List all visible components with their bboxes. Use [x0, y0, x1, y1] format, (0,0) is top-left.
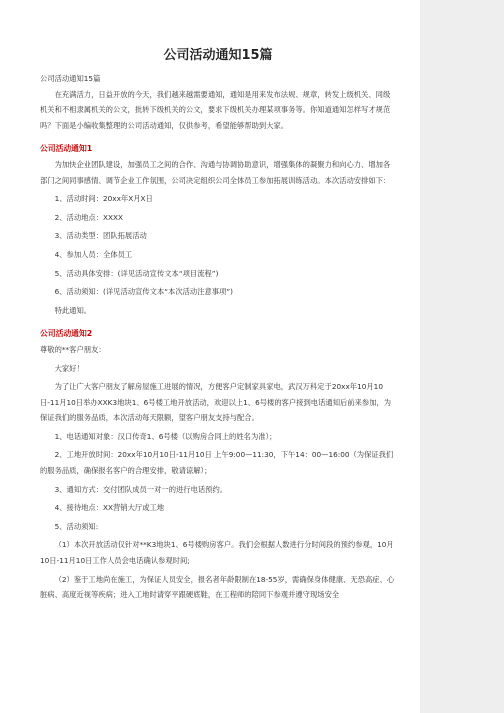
- right-side-panel: [420, 0, 504, 713]
- section1-closing: 特此通知。: [54, 305, 92, 315]
- section-heading-2: 公司活动通知2: [40, 329, 93, 339]
- section2-item: 3、通知方式：交付团队成员一对一的进行电话预约。: [54, 484, 228, 494]
- section1-item: 2、活动地点：XXXX: [54, 212, 124, 222]
- document-title: 公司活动通知15篇: [163, 48, 273, 63]
- section1-item: 4、参加人员：全体员工: [54, 249, 133, 259]
- section2-body: 为了让广大客户朋友了解房屋施工进展的情况，方便客户定制家具家电，武汉万科定于20xx年10月10日-11月10日举办XXK3地块1、6号楼工地开放活动，欢迎以上1、6号楼的客户接到电话通知后前来参加，为保证我们的服务品质，本次活动每天限额，望客户朋友支持与配合。: [40, 382, 392, 423]
- document-body: [40, 71, 396, 603]
- intro-paragraph: 在充满活力，日益开放的今天，我们越来越需要通知，通知是用来发布法规、规章，转发上级机关、同级机关和不相隶属机关的公文，批转下级机关的公文，要求下级机关办理某项事务等。你知道通知怎样写才规范吗？下面是小编收集整理的公司活动通知，仅供参考，希望能够帮助到大家。: [40, 89, 391, 130]
- section2-item: （2）鉴于工地尚在施工，为保证人员安全，报名者年龄限制在18-55岁，需确保身体健康、无恐高症、心脏病、高度近视等疾病；进入工地时请穿平跟硬底鞋，在工程师的陪同下参观并遵守现场安全: [40, 574, 395, 600]
- section-heading-1: 公司活动通知1: [40, 144, 93, 154]
- section1-body: 为加快企业团队建设，加强员工之间的合作、沟通与协调协助意识，增强集体的凝聚力和向心力、增加各部门之间同事感情、调节企业工作氛围，公司决定组织公司全体员工参加拓展训练活动。本次活动安排如下：: [40, 159, 391, 185]
- section2-item: （1）本次开放活动仅针对**K3地块1、6号楼购房客户。我们会根据人数进行分时间段的预约参观，10月10日-11月10日工作人员会电话确认参观时间;: [40, 540, 394, 566]
- section1-item: 6、活动须知：(详见活动宣传文本“本次活动注意事项”): [54, 287, 234, 297]
- section2-item: 5、活动须知:: [54, 521, 99, 531]
- section1-item: 5、活动具体安排：(详见活动宣传文本“项目流程”): [54, 268, 219, 278]
- section2-item: 4、接待地点：XX营销大厅或工地: [54, 503, 165, 513]
- section2-item: 2、工地开放时间：20xx年10月10日-11月10日 上午9:00—11:30，下午14：00—16:00（为保证我们的服务品质，确保报名客户的合理安排，敬请谅解）；: [40, 450, 394, 476]
- section1-item: 3、活动类型：团队拓展活动: [54, 231, 147, 241]
- section2-hello: 大家好！: [54, 363, 84, 373]
- section2-greeting: 尊敬的**客户朋友：: [40, 344, 106, 354]
- section1-item: 1、活动时间：20xx年X月X日: [54, 194, 153, 204]
- subtitle-line: 公司活动通知15篇: [40, 74, 101, 83]
- section2-item: 1、电话通知对象：汉口传奇1、6号楼（以购房合同上的姓名为准）；: [54, 431, 277, 441]
